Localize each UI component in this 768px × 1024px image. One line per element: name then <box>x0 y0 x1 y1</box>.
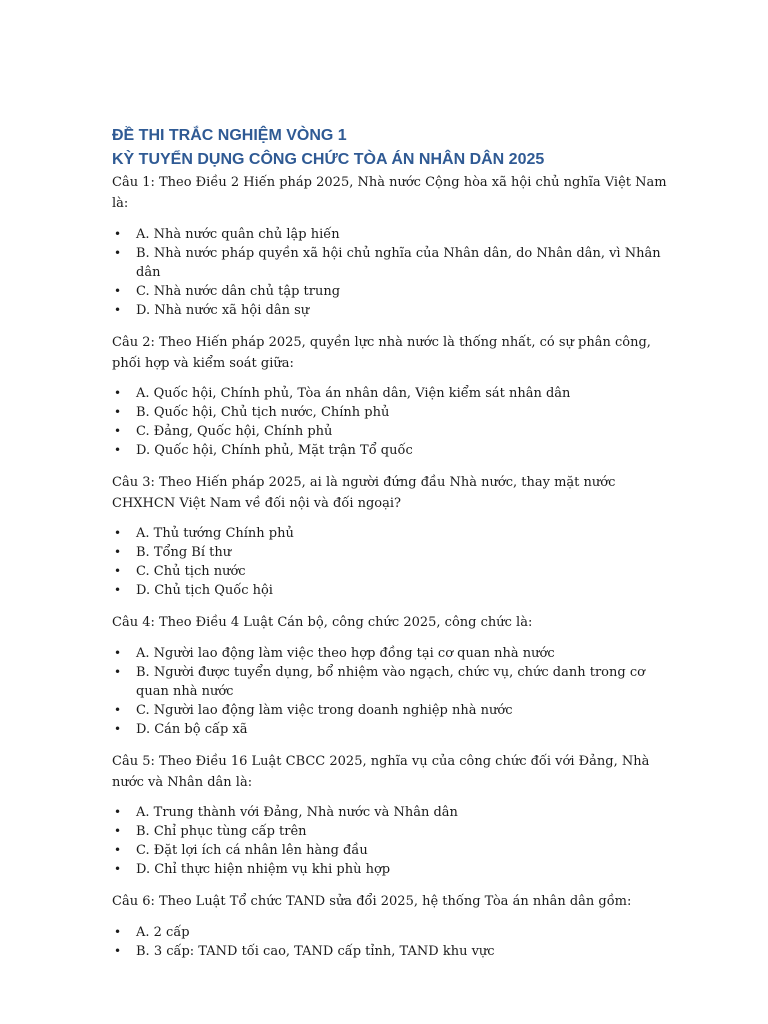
answer-option <box>112 581 672 600</box>
answer-option <box>112 403 672 422</box>
answer-option-text: B. 3 cấp: TAND tối cao, TAND cấp tỉnh, TAND khu vực <box>136 944 495 959</box>
bullet-icon: • <box>114 386 122 400</box>
answer-option <box>112 841 672 860</box>
answer-option-text: D. Nhà nước xã hội dân sự <box>136 303 310 318</box>
answer-option-text: C. Đảng, Quốc hội, Chính phủ <box>136 424 333 439</box>
answer-options <box>112 644 672 739</box>
answer-option-text: A. Trung thành với Đảng, Nhà nước và Nhân dân <box>136 805 458 820</box>
bullet-icon: • <box>114 646 122 660</box>
answer-option <box>112 562 672 581</box>
answer-option-text: C. Nhà nước dân chủ tập trung <box>136 284 341 299</box>
answer-option <box>112 422 672 441</box>
answer-options <box>112 524 672 600</box>
bullet-icon: • <box>114 722 122 736</box>
answer-option-text: C. Chủ tịch nước <box>136 564 246 579</box>
answer-option <box>112 244 672 282</box>
question-text: Câu 1: Theo Điều 2 Hiến pháp 2025, Nhà nước Cộng hòa xã hội chủ nghĩa Việt Nam là: <box>112 175 667 211</box>
question-text: Câu 5: Theo Điều 16 Luật CBCC 2025, nghĩa vụ của công chức đối với Đảng, Nhà nước và Nhân dân là: <box>112 754 650 790</box>
bullet-icon: • <box>114 862 122 876</box>
answer-option-text: B. Tổng Bí thư <box>136 545 232 560</box>
bullet-icon: • <box>114 843 122 857</box>
bullet-icon: • <box>114 246 122 260</box>
bullet-icon: • <box>114 545 122 559</box>
answer-option <box>112 663 672 701</box>
answer-option <box>112 384 672 403</box>
answer-options <box>112 225 672 320</box>
question-block <box>112 612 672 739</box>
bullet-icon: • <box>114 303 122 317</box>
answer-option-text: B. Nhà nước pháp quyền xã hội chủ nghĩa của Nhân dân, do Nhân dân, vì Nhân dân <box>136 246 661 280</box>
answer-option <box>112 441 672 460</box>
answer-option-text: A. 2 cấp <box>136 925 190 940</box>
bullet-icon: • <box>114 824 122 838</box>
answer-option-text: D. Cán bộ cấp xã <box>136 722 248 737</box>
answer-option-text: B. Quốc hội, Chủ tịch nước, Chính phủ <box>136 405 390 420</box>
answer-option-text: B. Người được tuyển dụng, bổ nhiệm vào ngạch, chức vụ, chức danh trong cơ quan nhà nước <box>136 665 645 699</box>
answer-option <box>112 701 672 720</box>
answer-option <box>112 301 672 320</box>
question-text: Câu 4: Theo Điều 4 Luật Cán bộ, công chức 2025, công chức là: <box>112 615 533 630</box>
question-block <box>112 332 672 460</box>
answer-option <box>112 720 672 739</box>
answer-option <box>112 803 672 822</box>
question-text: Câu 3: Theo Hiến pháp 2025, ai là người đứng đầu Nhà nước, thay mặt nước CHXHCN Việt Nam về đối nội và đối ngoại? <box>112 475 616 511</box>
bullet-icon: • <box>114 405 122 419</box>
bullet-icon: • <box>114 925 122 939</box>
bullet-icon: • <box>114 583 122 597</box>
answer-option <box>112 644 672 663</box>
answer-option <box>112 860 672 879</box>
answer-option <box>112 524 672 543</box>
bullet-icon: • <box>114 443 122 457</box>
question-block <box>112 472 672 600</box>
bullet-icon: • <box>114 944 122 958</box>
answer-options <box>112 923 672 961</box>
answer-options <box>112 803 672 879</box>
bullet-icon: • <box>114 703 122 717</box>
bullet-icon: • <box>114 526 122 540</box>
answer-option <box>112 543 672 562</box>
answer-options <box>112 384 672 460</box>
question-list <box>112 172 672 961</box>
answer-option-text: A. Quốc hội, Chính phủ, Tòa án nhân dân, Viện kiểm sát nhân dân <box>136 386 571 401</box>
bullet-icon: • <box>114 564 122 578</box>
bullet-icon: • <box>114 284 122 298</box>
answer-option <box>112 942 672 961</box>
answer-option-text: A. Thủ tướng Chính phủ <box>136 526 294 541</box>
bullet-icon: • <box>114 424 122 438</box>
bullet-icon: • <box>114 665 122 679</box>
answer-option-text: A. Người lao động làm việc theo hợp đồng tại cơ quan nhà nước <box>136 646 555 661</box>
answer-option <box>112 923 672 942</box>
question-text: Câu 2: Theo Hiến pháp 2025, quyền lực nhà nước là thống nhất, có sự phân công, phối hợp và kiểm soát giữa: <box>112 335 651 371</box>
answer-option-text: A. Nhà nước quân chủ lập hiến <box>136 227 340 242</box>
answer-option-text: B. Chỉ phục tùng cấp trên <box>136 824 307 839</box>
answer-option-text: C. Người lao động làm việc trong doanh nghiệp nhà nước <box>136 703 513 718</box>
exam-title: ĐỀ THI TRẮC NGHIỆM VÒNG 1 <box>112 127 347 144</box>
question-block <box>112 172 672 320</box>
answer-option <box>112 225 672 244</box>
question-block <box>112 891 672 961</box>
bullet-icon: • <box>114 805 122 819</box>
answer-option-text: D. Chủ tịch Quốc hội <box>136 583 273 598</box>
answer-option-text: D. Chỉ thực hiện nhiệm vụ khi phù hợp <box>136 862 391 877</box>
answer-option <box>112 822 672 841</box>
exam-subtitle: KỲ TUYỂN DỤNG CÔNG CHỨC TÒA ÁN NHÂN DÂN 2025 <box>112 151 545 168</box>
answer-option <box>112 282 672 301</box>
answer-option-text: D. Quốc hội, Chính phủ, Mặt trận Tổ quốc <box>136 443 413 458</box>
answer-option-text: C. Đặt lợi ích cá nhân lên hàng đầu <box>136 843 368 858</box>
bullet-icon: • <box>114 227 122 241</box>
question-text: Câu 6: Theo Luật Tổ chức TAND sửa đổi 2025, hệ thống Tòa án nhân dân gồm: <box>112 894 632 909</box>
document-page <box>112 124 672 961</box>
question-block <box>112 751 672 879</box>
